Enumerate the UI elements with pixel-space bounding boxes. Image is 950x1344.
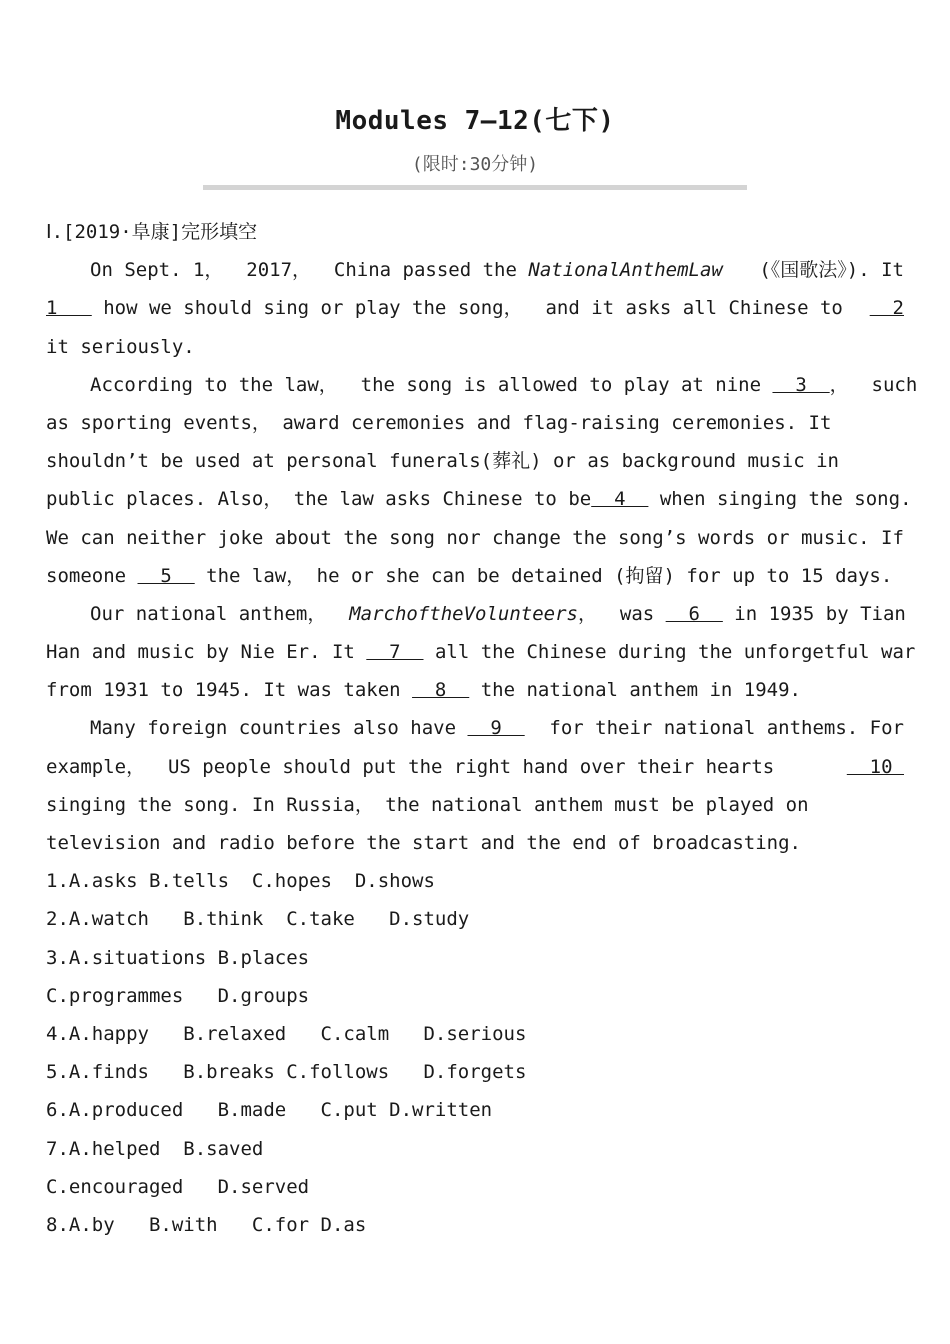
question-7-options-cont: C.encouraged D.served	[46, 1175, 310, 1198]
anthem-title: MarchoftheVolunteers	[349, 602, 578, 625]
passage-line: 1 how we should sing or play the song， and it asks all Chinese to 2	[46, 291, 904, 329]
question-8-options: 8.A.by B.with C.for D.as	[46, 1213, 367, 1236]
passage-line: it seriously.	[46, 335, 195, 358]
question-3-options-cont: C.programmes D.groups	[46, 984, 310, 1007]
passage-line: We can neither joke about the song nor change the song’s words or music. If	[46, 526, 904, 549]
passage-line: public places. Also， the law asks Chinese to be 4 when singing the song.	[46, 488, 912, 511]
blank-5: 5	[137, 564, 195, 587]
passage-line: television and radio before the start and the end of broadcasting.	[46, 832, 801, 854]
blank-7: 7	[366, 641, 424, 664]
question-2-options: 2.A.watch B.think C.take D.study	[46, 908, 470, 931]
law-title: NationalAnthemLaw	[528, 259, 723, 282]
passage-line: shouldn’t be used at personal funerals(葬礼) or as background music in	[46, 450, 839, 473]
section-heading: Ⅰ.[2019·阜康]完形填空	[46, 221, 258, 243]
passage-line: example， US people should put the right hand over their hearts 10	[46, 750, 904, 788]
blank-9: 9	[467, 717, 525, 740]
title-divider	[203, 185, 747, 190]
passage-line: Our national anthem， MarchoftheVolunteers， was 6 in 1935 by Tian	[90, 602, 906, 625]
passage-line: According to the law， the song is allowed to play at nine 3 ， such	[90, 373, 918, 396]
question-4-options: 4.A.happy B.relaxed C.calm D.serious	[46, 1022, 527, 1045]
blank-8: 8	[412, 679, 470, 702]
blank-6: 6	[665, 602, 723, 625]
question-6-options: 6.A.produced B.made C.put D.written	[46, 1099, 493, 1122]
passage-line: Many foreign countries also have 9 for their national anthems. For	[90, 717, 904, 740]
passage-line: from 1931 to 1945. It was taken 8 the national anthem in 1949.	[46, 679, 801, 702]
question-3-options: 3.A.situations B.places	[46, 946, 310, 969]
question-7-options: 7.A.helped B.saved	[46, 1137, 264, 1160]
blank-10: 10	[846, 755, 904, 778]
passage-line: someone 5 the law， he or she can be detained (拘留) for up to 15 days.	[46, 564, 893, 587]
blank-3: 3	[772, 373, 830, 396]
document-content	[46, 215, 918, 1246]
blank-2: 2	[869, 297, 904, 320]
blank-4: 4	[591, 488, 649, 511]
passage-line: singing the song. In Russia， the national anthem must be played on	[46, 793, 809, 816]
passage-line: On Sept. 1， 2017， China passed the NationalAnthemLaw (《国歌法》). It	[90, 259, 904, 282]
passage-line: as sporting events， award ceremonies and flag-raising ceremonies. It	[46, 411, 832, 434]
time-limit-subtitle: (限时:30分钟)	[411, 154, 539, 175]
page-title: Modules 7—12(七下)	[335, 106, 615, 136]
passage-line: Han and music by Nie Er. It 7 all the Chinese during the unforgetful war	[46, 641, 916, 664]
blank-1: 1	[46, 297, 92, 320]
question-1-options: 1.A.asks B.tells C.hopes D.shows	[46, 870, 435, 893]
question-5-options: 5.A.finds B.breaks C.follows D.forgets	[46, 1061, 527, 1084]
